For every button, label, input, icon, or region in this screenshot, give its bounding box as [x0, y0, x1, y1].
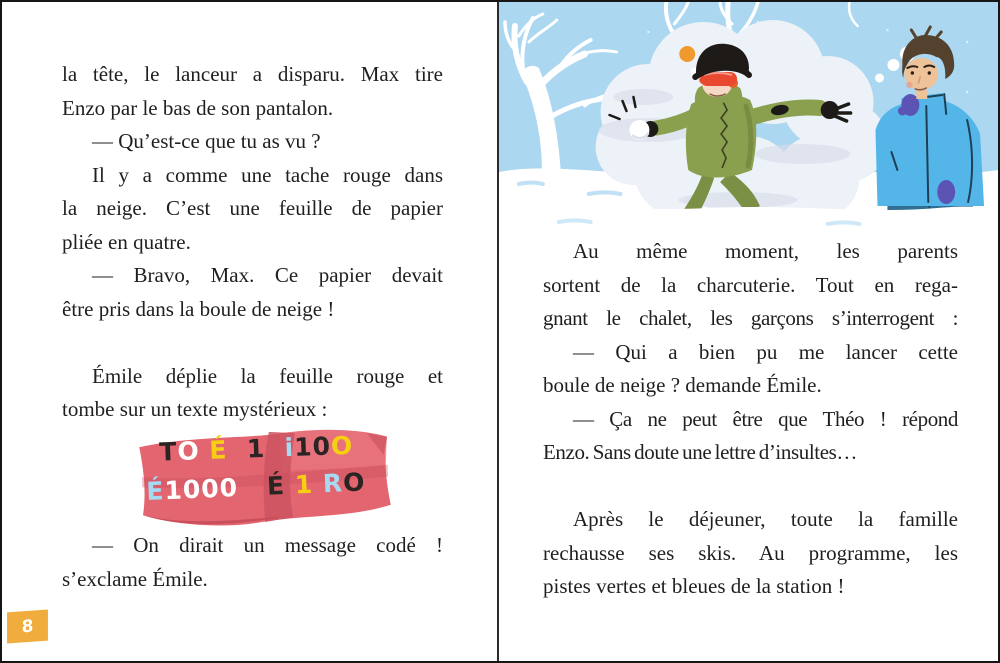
- left-page-text: [62, 58, 443, 427]
- code-letter: É: [266, 470, 286, 501]
- code-letter: 1: [294, 469, 314, 500]
- right-page-text: [543, 235, 958, 604]
- text-line: être pris dans la boule de neige !: [62, 296, 335, 321]
- text-line: tombe sur un texte mystérieux :: [62, 397, 328, 421]
- coded-message-note: [129, 421, 400, 532]
- page-number: 8: [21, 616, 34, 637]
- code-letter: O: [342, 467, 367, 498]
- code-letter: 1: [246, 433, 266, 464]
- code-letter: 10: [293, 431, 332, 462]
- text-line: — On dirait un message codé !: [92, 533, 443, 557]
- text-line: — Ça ne peut être que Théo ! répond: [573, 406, 958, 431]
- text-line: — Qui a bien pu me lancer cette: [573, 339, 958, 364]
- text-line: boule de neige ? demande Émile.: [543, 373, 822, 397]
- text-line: s’exclame Émile.: [62, 566, 208, 591]
- left-page-text-after-note: [62, 529, 443, 596]
- code-letter: É: [145, 476, 166, 506]
- text-line: Enzo. Sans doute une lettre d’insultes…: [543, 440, 857, 464]
- code-letter: 1000: [163, 473, 239, 506]
- winter-illustration: [499, 2, 998, 232]
- code-letter: i: [284, 432, 295, 463]
- text-line: Enzo par le bas de son pantalon.: [62, 95, 334, 120]
- text-line: Après le déjeuner, toute la famille: [573, 507, 958, 531]
- code-letter: É: [208, 435, 228, 465]
- text-gap: [543, 470, 958, 504]
- code-letter: [237, 472, 267, 502]
- text-line: sortent de la charcuterie. Tout en rega-: [543, 272, 958, 297]
- code-letter: [227, 435, 247, 465]
- text-line: rechausse ses skis. Au programme, les: [543, 540, 958, 565]
- text-line: Il y a comme une tache rouge dans: [92, 162, 443, 187]
- text-line: Émile déplie la feuille rouge et: [92, 363, 443, 388]
- code-letter: [265, 433, 285, 463]
- code-letter: R: [322, 468, 344, 499]
- text-line: Au même moment, les parents: [573, 239, 958, 263]
- text-line: la tête, le lanceur a disparu. Max tire: [62, 62, 443, 86]
- text-line: la neige. C’est une feuille de papier: [62, 196, 443, 220]
- text-line: — Bravo, Max. Ce papier devait: [92, 263, 443, 287]
- text-line: gnant le chalet, les garçons s’interrogent :: [543, 306, 958, 330]
- text-line: — Qu’est-ce que tu as vu ?: [92, 129, 321, 153]
- text-line: pliée en quatre.: [62, 229, 191, 254]
- code-letter: T: [158, 436, 178, 467]
- code-letter: O: [176, 436, 201, 466]
- snow-foreground: [499, 206, 998, 232]
- text-gap: [62, 326, 443, 360]
- text-line: pistes vertes et bleues de la station !: [543, 574, 845, 598]
- page-number-badge: [7, 610, 48, 644]
- code-letter: O: [330, 430, 354, 461]
